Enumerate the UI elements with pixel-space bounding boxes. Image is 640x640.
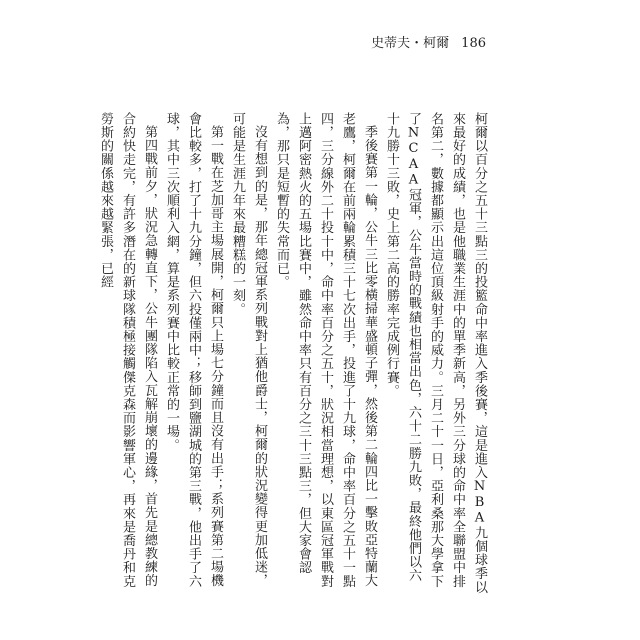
paragraph-3: 沒有想到的是，那年總冠軍系列戰對上猶他爵士，柯爾的狀況變得更加低迷，可能是生涯九年來最糟糕的一刻。 bbox=[230, 112, 267, 588]
paragraph-5: 第四戰前夕，狀況急轉直下，公牛團隊陷入瓦解崩壞的邊緣，首先是總教練的合約快走完，有許多潛在的新球隊積極接觸傑克森而影響軍心，再來是喬丹和克勞斯的關係越來越緊張，已經 bbox=[98, 112, 157, 588]
running-header bbox=[371, 36, 486, 52]
body-text bbox=[94, 112, 490, 594]
paragraph-1: 柯爾以百分之五十三點三的投籃命中率進入季後賽，這是進入NBA九個球季以來最好的成績，也是他職業生涯中的單季新高，另外三分球的命中率全聯盟中排名第二，數據都顯示出這位頂級射手的威力。三月二十一日，亞利桑那大學拿下了NCAA冠軍，公牛當時的戰績也相當出色，六十二勝九敗，最終他們以六十九勝十三敗，史上第二高的勝率完成例行賽。 bbox=[384, 112, 487, 594]
paragraph-4: 第一戰在芝加哥主場展開，柯爾只上場七分鐘而且沒有出手；系列賽第二場機會比較多，打了十九分鐘，但六投僅兩中；移師到鹽湖城的第三戰，他出手了六球，其中三次順利入網，算是系列賽中比較正常的一場。 bbox=[164, 112, 223, 588]
chapter-title: 史蒂夫・柯爾 bbox=[371, 36, 450, 51]
page-number: 186 bbox=[461, 36, 486, 51]
paragraph-2: 季後賽第一輪，公牛三比零橫掃華盛頓子彈，然後第二輪四比一擊敗亞特蘭大老鷹，柯爾在前兩輪累積三十七次出手，投進了十九球，命中率百分之五十一點四，三分線外二十投十中，命中率百分之五十，狀況相當理想，以東區冠軍戰對上邁阿密熱火的五場比賽中，雖然命中率只有百分之三十三點三，但大家會認為，那只是短暫的失常而已。 bbox=[274, 112, 377, 588]
